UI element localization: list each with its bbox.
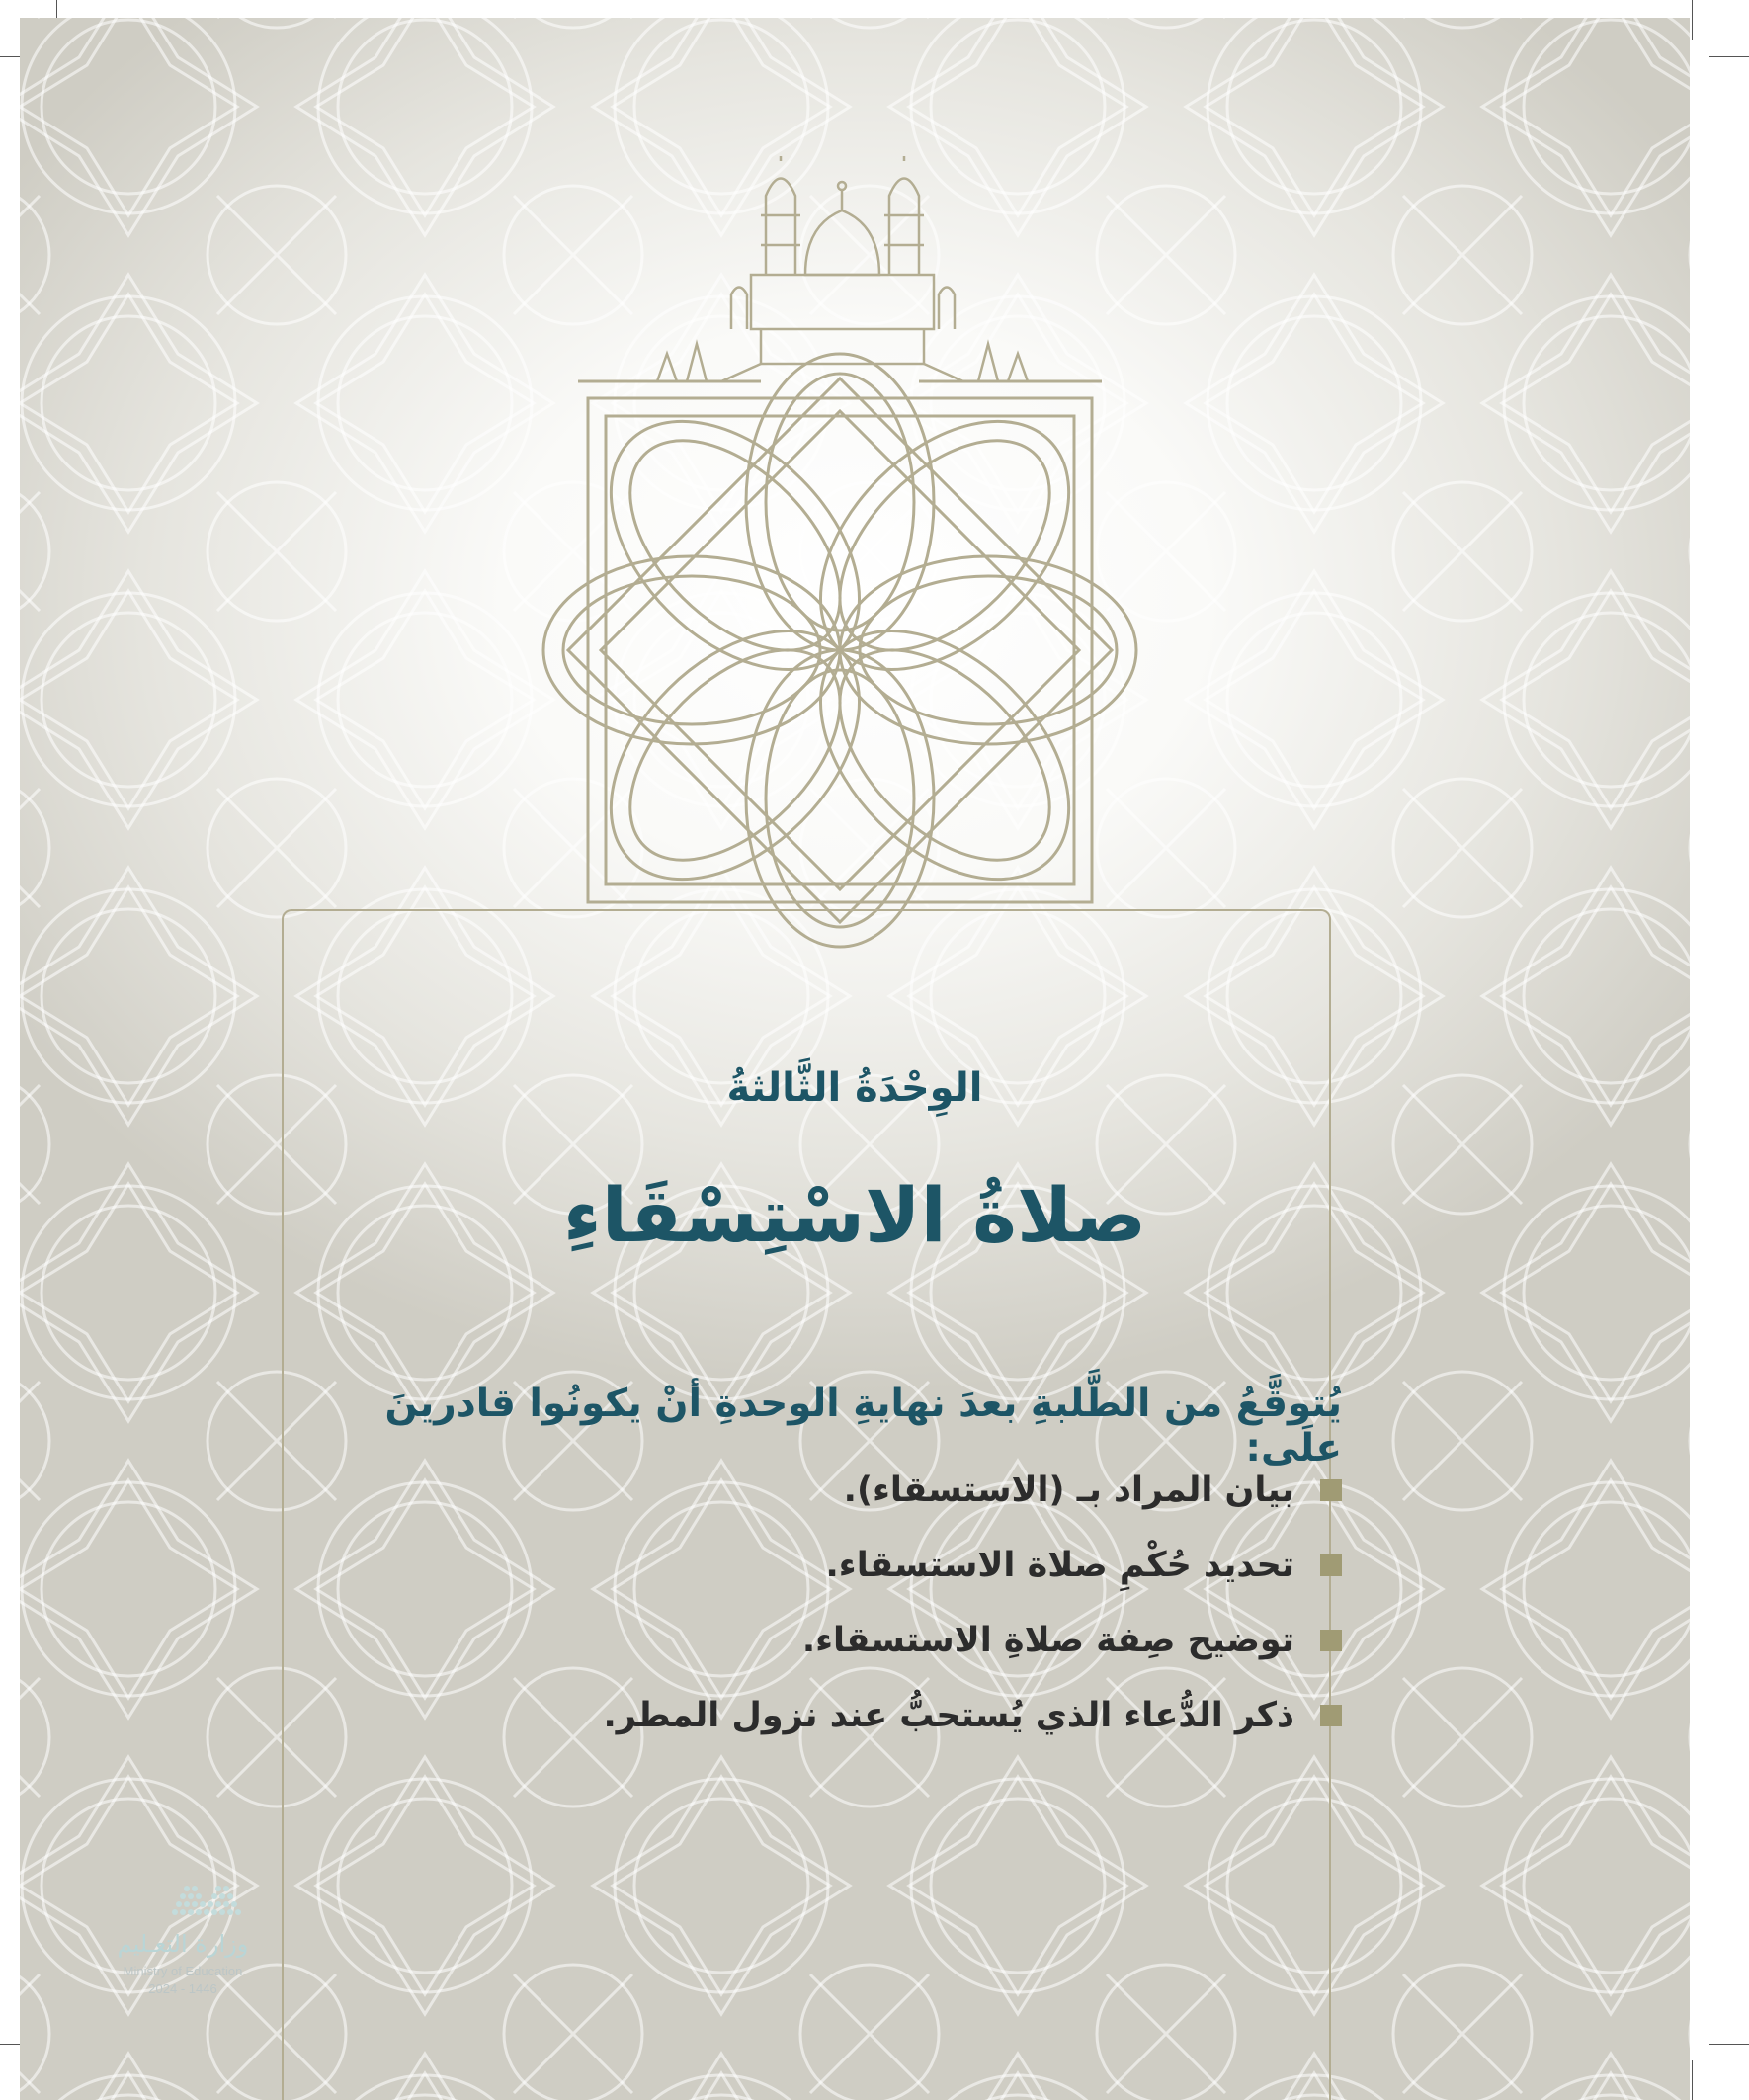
objective-item: [354, 1678, 1342, 1753]
square-bullet-icon: [1320, 1554, 1342, 1576]
square-bullet-icon: [1320, 1630, 1342, 1651]
square-bullet-icon: [1320, 1479, 1342, 1501]
unit-label: الوِحْدَةُ الثَّالثةُ: [726, 1065, 983, 1111]
mosque-star-emblem: [464, 156, 1215, 966]
ministry-logo: [84, 1883, 282, 2041]
objective-text: توضيح صِفة صلاةِ الاستسقاء.: [801, 1621, 1294, 1660]
objectives-list: [354, 1453, 1342, 1753]
objective-text: تحديد حُكْمِ صلاة الاستسقاء.: [825, 1546, 1294, 1585]
objective-item: [354, 1603, 1342, 1678]
ministry-name-english: Ministry of Education: [123, 1964, 243, 1978]
crop-mark-bottom-right-v: [1692, 2060, 1693, 2100]
ministry-dots-icon: [171, 1883, 242, 1922]
crop-mark-top-right-v: [1692, 0, 1693, 40]
crop-mark-bottom-right-h: [1709, 2044, 1749, 2045]
edition-year: 2024 - 1446: [148, 1981, 217, 1996]
unit-title: صلاةُ الاسْتِسْقَاءِ: [562, 1171, 1147, 1259]
objective-text: ذكر الدُّعاء الذي يُستحبُّ عند نزول المطر.: [603, 1696, 1294, 1735]
crop-mark-top-right-h: [1709, 56, 1749, 57]
objective-text: بيان المراد بـ (الاستسقاء).: [843, 1470, 1294, 1510]
objective-item: [354, 1528, 1342, 1603]
ministry-name-arabic: وزارة التعـليم: [117, 1930, 249, 1958]
objective-item: [354, 1453, 1342, 1528]
objectives-intro: يُتوقَّعُ من الطَّلبةِ بعدَ نهايةِ الوحدةِ أنْ يكونُوا قادرينَ علَى:: [384, 1382, 1342, 1470]
square-bullet-icon: [1320, 1705, 1342, 1726]
